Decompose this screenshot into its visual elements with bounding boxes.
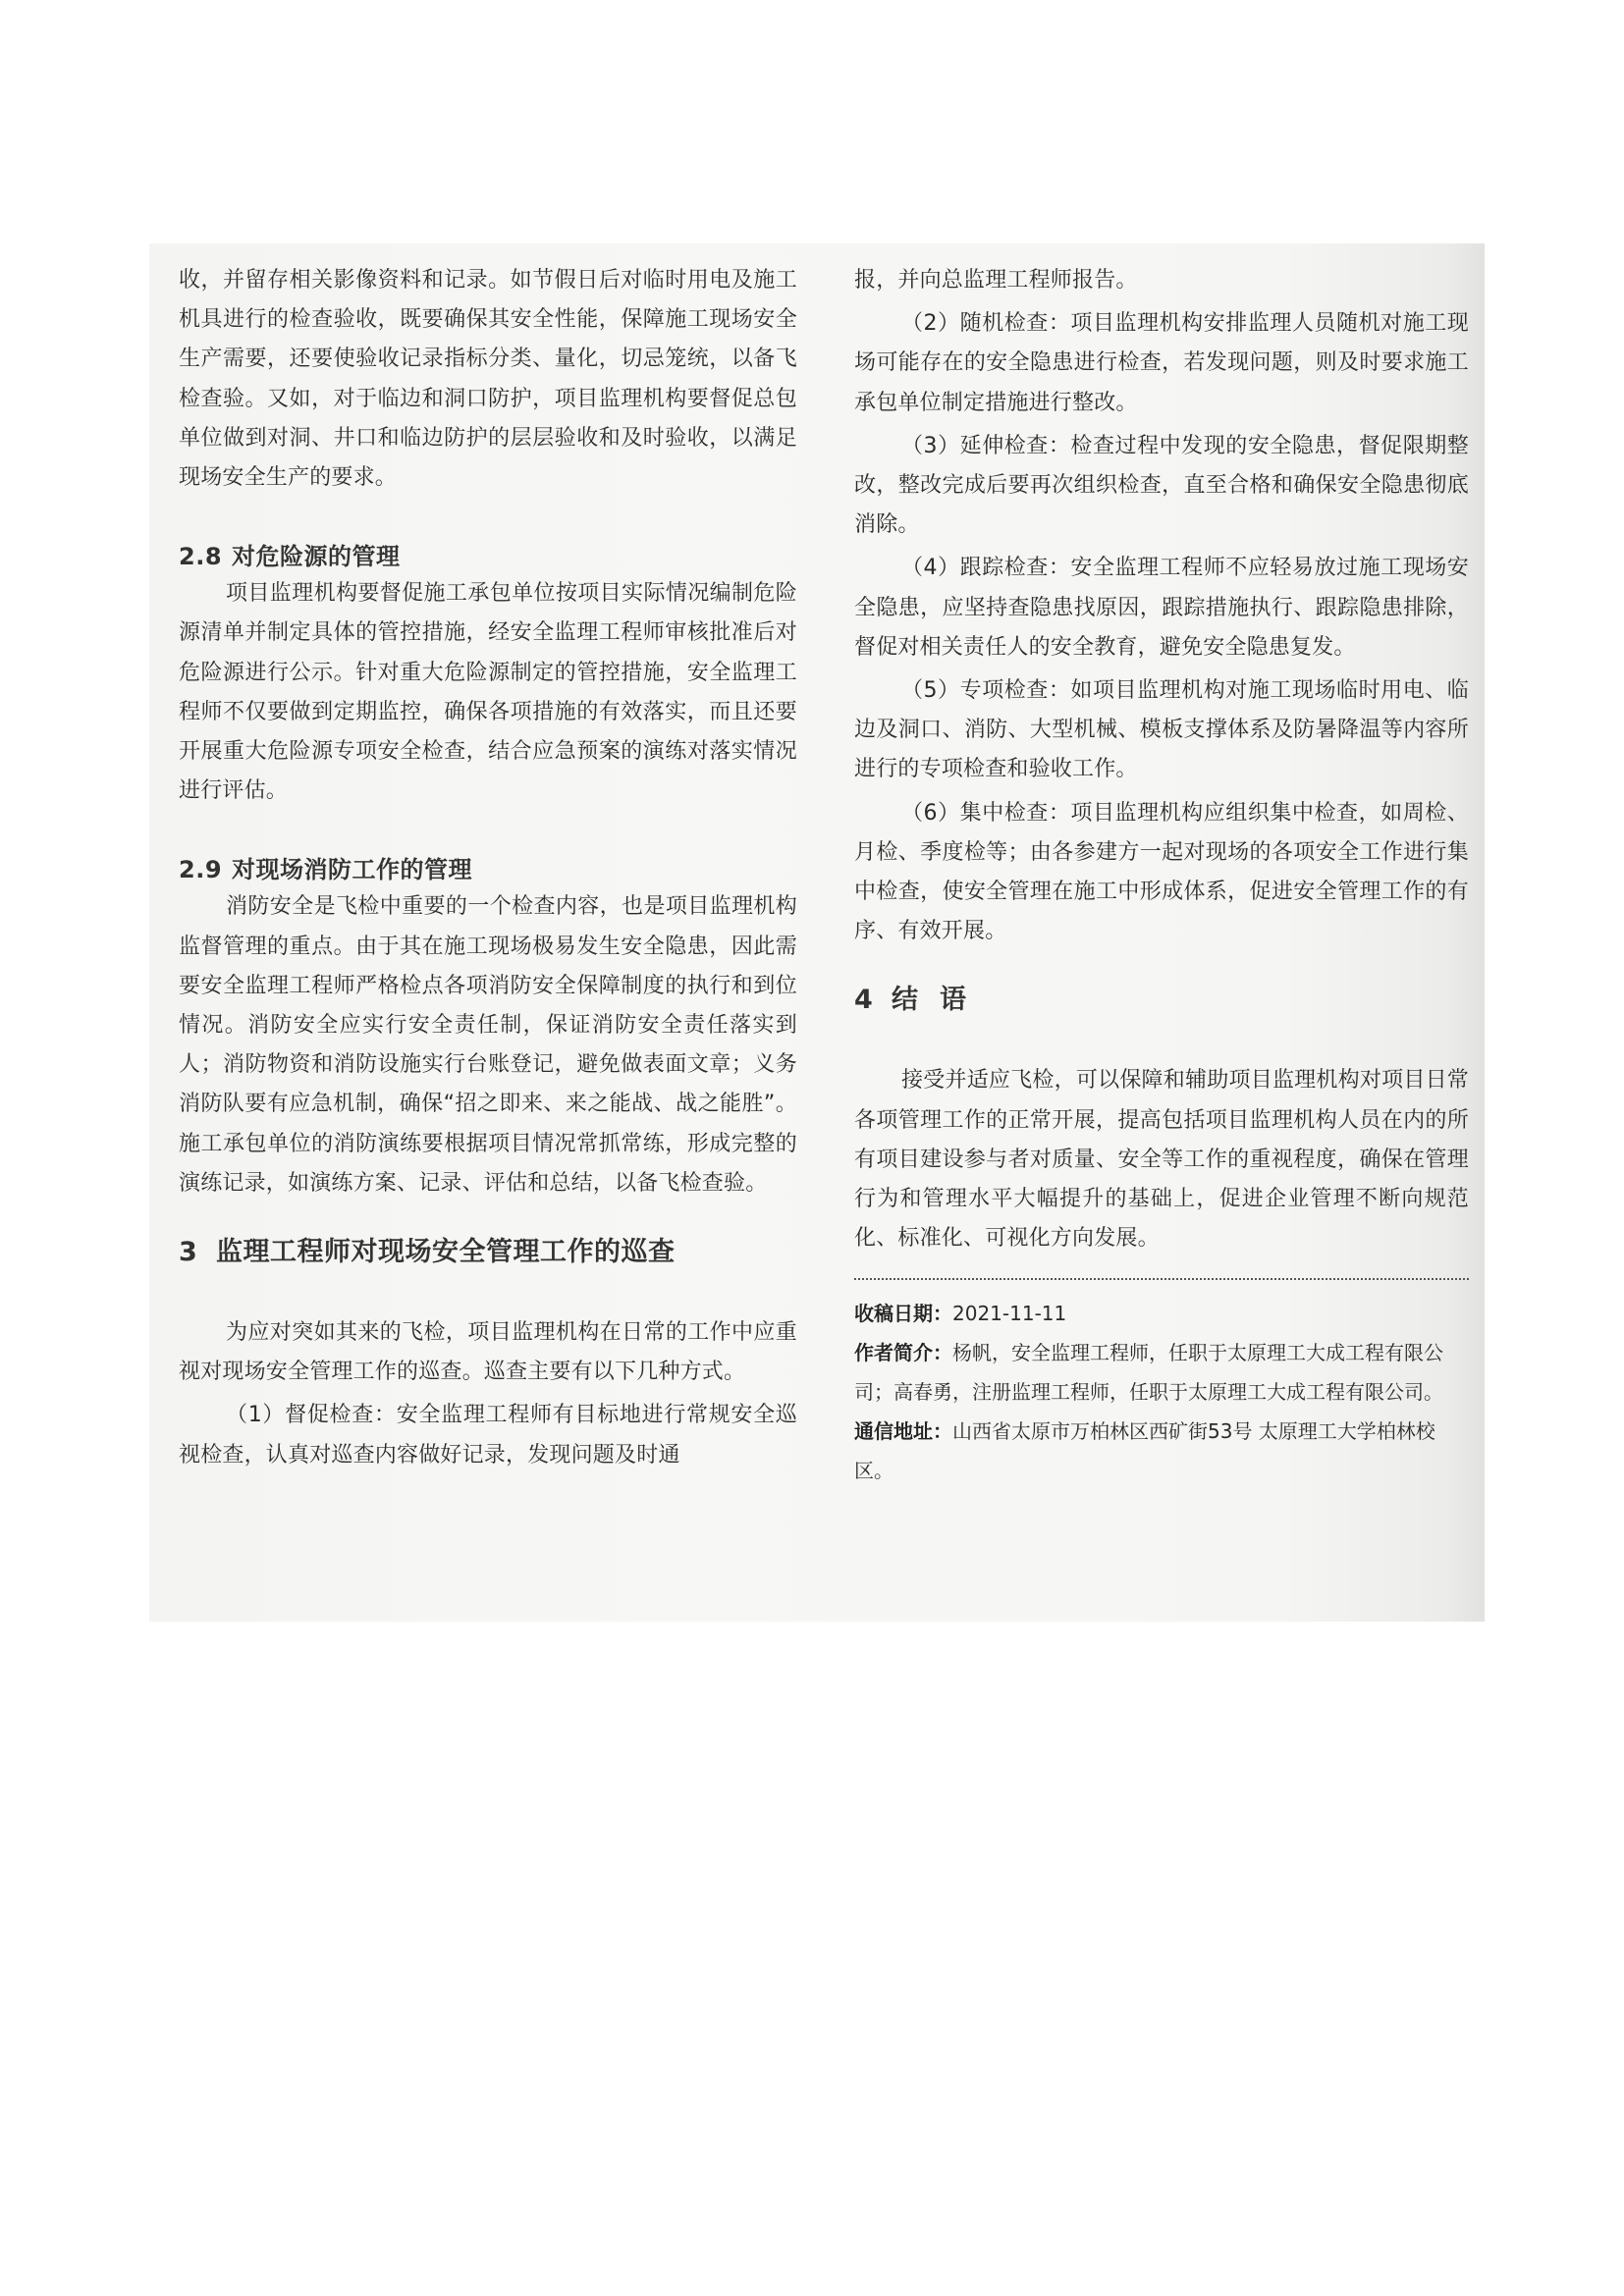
section-number: 2.8 [179,543,223,571]
inspection-item-6: （6）集中检查：项目监理机构应组织集中检查，如周检、月检、季度检等；由各参建方一起对现场的各项安全工作进行集中检查，使安全管理在施工中形成体系，促进安全管理工作的有序、有效开展。 [854,800,1469,944]
author-info-value: 杨帆，安全监理工程师，任职于太原理工大成工程有限公司；高春勇，注册监理工程师，任职于太原理工大成工程有限公司。 [854,1341,1443,1405]
section-2-8-paragraph: 项目监理机构要督促施工承包单位按项目实际情况编制危险源清单并制定具体的管控措施，经安全监理工程师审核批准后对危险源进行公示。针对重大危险源制定的管控措施，安全监理工程师不仅要做到定期监控，确保各项措施的有效落实，而且还要开展重大危险源专项安全检查，结合应急预案的演练对落实情况进行评估。 [179,581,797,804]
section-heading-2-8 [179,539,797,574]
received-date-value: 2021-11-11 [952,1302,1067,1326]
section-heading-3 [179,1233,797,1272]
section-title: 对危险源的管理 [232,543,401,571]
left-column [179,261,797,1475]
section-number: 4 [854,985,874,1016]
inspection-item-2: （2）随机检查：项目监理机构安排监理人员随机对施工现场可能存在的安全隐患进行检查，若发现问题，则及时要求施工承包单位制定措施进行整改。 [854,311,1469,415]
dotted-separator [854,1278,1469,1280]
section-title: 对现场消防工作的管理 [232,856,472,884]
section-number: 3 [179,1237,198,1268]
inspection-item-1: （1）督促检查：安全监理工程师有目标地进行常规安全巡视检查，认真对巡查内容做好记录，发现问题及时通 [179,1403,797,1468]
section-2-9-paragraph: 消防安全是飞检中重要的一个检查内容，也是项目监理机构监督管理的重点。由于其在施工现场极易发生安全隐患，因此需要安全监理工程师严格检点各项消防安全保障制度的执行和到位情况。消防安全应实行安全责任制，保证消防安全责任落实到人；消防物资和消防设施实行台账登记，避免做表面文章；义务消防队要有应急机制，确保“招之即来、来之能战、战之能胜”。施工承包单位的消防演练要根据项目情况常抓常练，形成完整的演练记录，如演练方案、记录、评估和总结，以备飞检查验。 [179,894,797,1196]
inspection-item-4: （4）跟踪检查：安全监理工程师不应轻易放过施工现场安全隐患，应坚持查隐患找原因，跟踪措施执行、跟踪隐患排除，督促对相关责任人的安全教育，避免安全隐患复发。 [854,556,1469,660]
inspection-item-3: （3）延伸检查：检查过程中发现的安全隐患，督促限期整改，整改完成后要再次组织检查，直至合格和确保安全隐患彻底消除。 [854,433,1469,538]
received-date-label: 收稿日期： [854,1302,952,1326]
section-title: 结语 [892,985,988,1016]
section-heading-4 [854,981,1469,1020]
section-heading-2-9 [179,852,797,887]
section-3-intro: 为应对突如其来的飞检，项目监理机构在日常的工作中应重视对现场安全管理工作的巡查。巡查主要有以下几种方式。 [179,1320,797,1385]
scanned-page [149,243,1485,1622]
continuation-paragraph: 收，并留存相关影像资料和记录。如节假日后对临时用电及施工机具进行的检查验收，既要确保其安全性能，保障施工现场安全生产需要，还要使验收记录指标分类、量化，切忌笼统，以备飞检查验。又如，对于临边和洞口防护，项目监理机构要督促总包单位做到对洞、井口和临边防护的层层验收和及时验收，以满足现场安全生产的要求。 [179,268,797,491]
section-title: 监理工程师对现场安全管理工作的巡查 [216,1237,676,1268]
received-date [854,1294,1469,1333]
inspection-item-1-end: 报，并向总监理工程师报告。 [854,268,1138,293]
author-info-label: 作者简介： [854,1341,952,1365]
mailing-address-label: 通信地址： [854,1419,952,1444]
author-info [854,1333,1469,1412]
conclusion-paragraph: 接受并适应飞检，可以保障和辅助项目监理机构对项目日常各项管理工作的正常开展，提高包括项目监理机构人员在内的所有项目建设参与者对质量、安全等工作的重视程度，确保在管理行为和管理水平大幅提升的基础上，促进企业管理不断向规范化、标准化、可视化方向发展。 [854,1068,1469,1252]
inspection-item-5: （5）专项检查：如项目监理机构对施工现场临时用电、临边及洞口、消防、大型机械、模板支撑体系及防暑降温等内容所进行的专项检查和验收工作。 [854,678,1469,782]
mailing-address-value: 山西省太原市万柏林区西矿街53号 太原理工大学柏林校区。 [854,1419,1435,1483]
right-column [854,261,1469,1490]
mailing-address [854,1412,1469,1490]
section-number: 2.9 [179,856,223,884]
